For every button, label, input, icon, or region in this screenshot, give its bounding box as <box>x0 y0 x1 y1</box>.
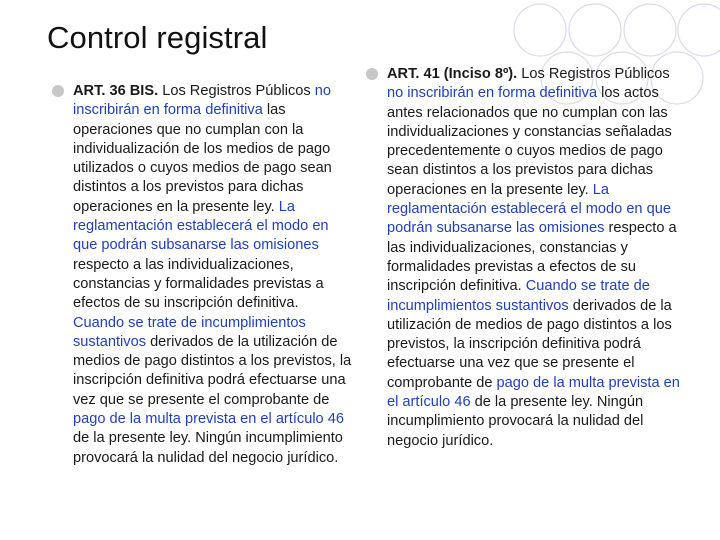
right-article-text <box>387 65 684 451</box>
highlight-segment: no inscribirán en forma definitiva <box>387 85 598 102</box>
highlight-segment: pago de la multa prevista en el artículo 46 <box>387 374 680 411</box>
left-article <box>52 82 352 468</box>
deco-circle <box>514 4 566 56</box>
left-article-text <box>73 82 352 468</box>
text-segment: Los Registros Públicos <box>158 83 315 99</box>
text-segment: los actos antes relacionados que no cumplan con las individualizaciones y constancias señaladas precedentemente o cuyos medios de pago sean distintos a los previstos para dichas operaciones en la presente ley. <box>387 85 672 198</box>
deco-circle <box>678 4 720 56</box>
highlight-segment: La reglamentación establecerá el modo en que podrán subsanarse las omisiones <box>387 181 671 237</box>
text-segment: derivados de la utilización de medios de pago distintos a los previstos, la inscripción definitiva podrá efectuarse una vez que se presente el comprobante de <box>73 333 352 408</box>
highlight-segment: La reglamentación establecerá el modo en que podrán subsanarse las omisiones <box>73 198 329 254</box>
article-heading: ART. 41 (Inciso 8º). <box>387 66 518 82</box>
text-segment: de la presente ley. Ningún incumplimiento provocará la nulidad del negocio jurídico. <box>73 430 343 466</box>
article-heading: ART. 36 BIS. <box>73 83 159 99</box>
text-segment: las operaciones que no cumplan con la individualización de los medios de pago utilizados o cuyos medios de pago sean distintos a los previstos para dichas operaciones en la presente ley. <box>73 102 332 215</box>
text-segment: Los Registros Públicos <box>517 66 670 82</box>
text-segment: derivados de la utilización de medios de pago distintos a los previstos, la inscripción definitiva podrá efectuarse una vez que se presente el comprobante de <box>387 297 672 391</box>
text-segment: respecto a las individualizaciones, constancias y formalidades previstas a efectos de su inscripción definitiva. <box>73 256 324 312</box>
highlight-segment: Cuando se trate de incumplimientos sustantivos <box>387 278 650 314</box>
text-segment: respecto a las individualizaciones, constancias y formalidades previstas a efectos de su inscripción definitiva. <box>387 220 677 295</box>
highlight-segment: Cuando se trate de incumplimientos sustantivos <box>73 314 306 350</box>
text-segment: de la presente ley. Ningún incumplimiento provocará la nulidad del negocio jurídico. <box>387 394 644 449</box>
slide-title: Control registral <box>47 20 268 55</box>
deco-circle <box>569 4 621 56</box>
circle-bullet-icon <box>52 85 64 97</box>
right-article <box>366 65 684 451</box>
highlight-segment: no inscribirán en forma definitiva <box>73 83 331 119</box>
circle-bullet-icon <box>366 68 378 80</box>
deco-circle <box>624 4 676 56</box>
highlight-segment: pago de la multa prevista en el artículo 46 <box>73 411 344 428</box>
